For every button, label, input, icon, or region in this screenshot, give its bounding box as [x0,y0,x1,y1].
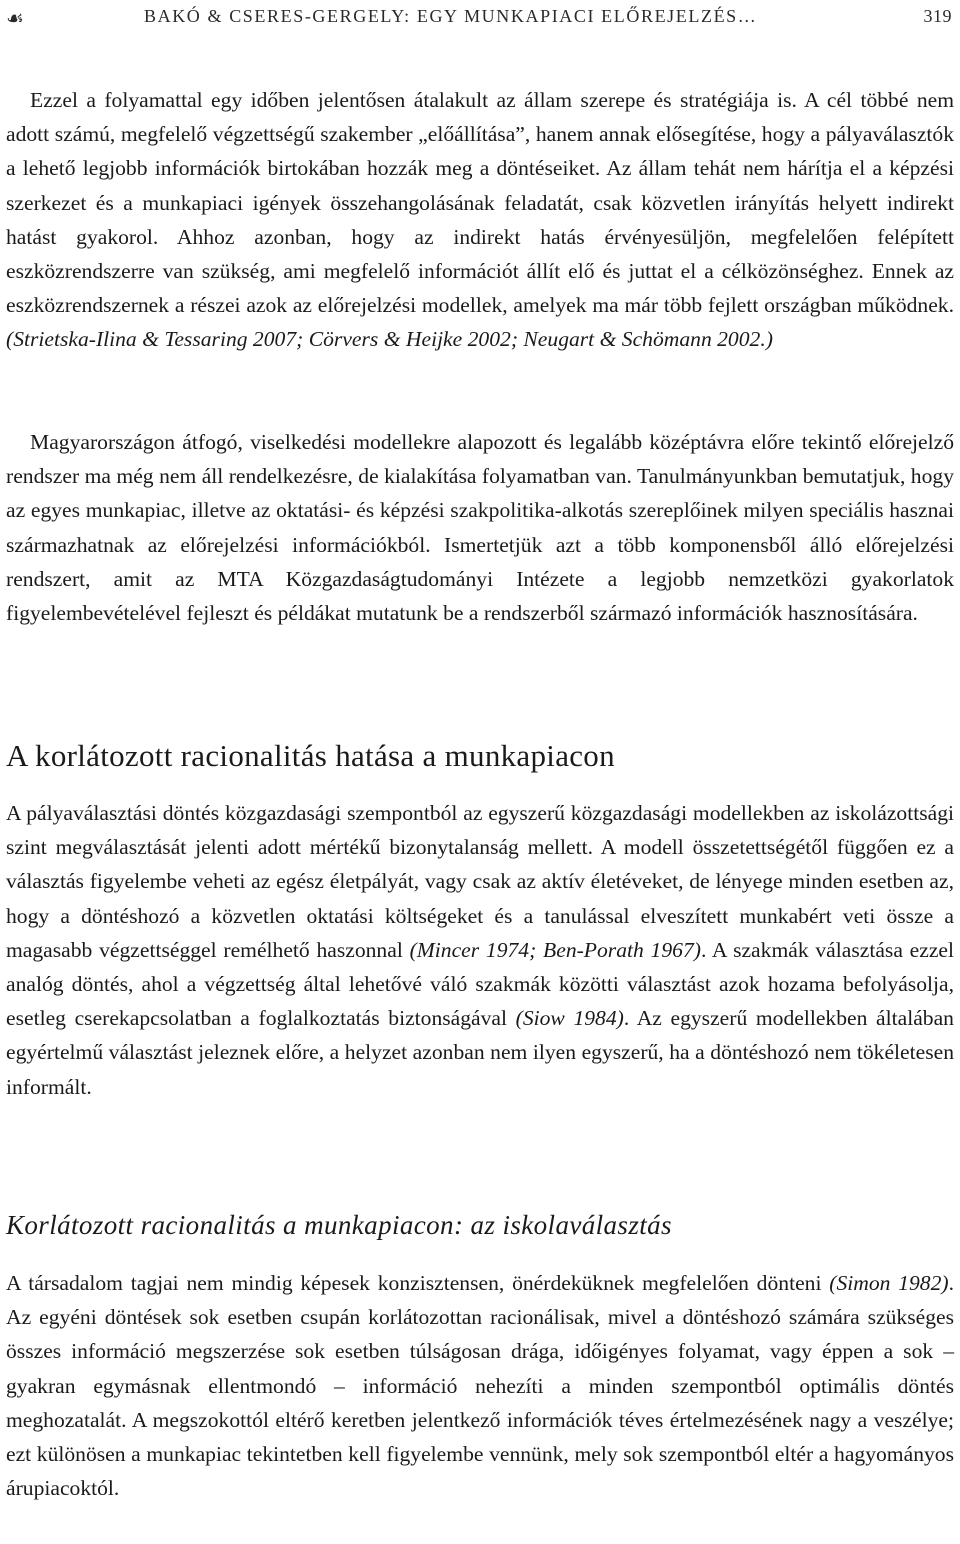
page-number: 319 [923,6,952,26]
intro-paragraph-2 [6,425,954,630]
section-citation-a: (Mincer 1974; Ben-Porath 1967) [409,937,701,962]
document-page [6,0,954,1544]
fleuron-ornament-icon: ☙ [6,8,24,30]
intro-paragraph-2-text: Magyarországon átfogó, viselkedési modellekre alapozott és legalább középtávra előre tekintő előrejelző rendszer ma még nem áll rendelkezésre, de kialakítása folyamatban van. Tanulmányunkban bemutatjuk, hogy az egyes munkapiac, illetve az oktatási- és képzési szakpolitika-alkotás szereplőinek milyen speciális hasznai származhatnak az előrejelzési információkból. Ismertetjük azt a több komponensből álló előrejelzési rendszert, amit az MTA Közgazdaságtudományi Intézete a legjobb nemzetközi gyakorlatok figyelembevételével fejleszt és példákat mutatunk be a rendszerből származó információk hasznosítására. [6,430,954,626]
section-text-a: A pályaválasztási döntés közgazdasági szempontból az egyszerű közgazdasági modellekben az iskolázottsági szint megválasztását jelenti adott mértékű bizonytalanság mellett. A modell összetettségétől függően ez a választás figyelembe veheti az egész életpályát, vagy csak az aktív életéveket, de lényege minden esetben az, hogy a döntéshozó a közvetlen oktatási költségeket és a tanulással elveszített munkabért veti össze a magasabb végzettséggel remélhető haszonnal [6,801,954,962]
section-text-c: . Az egyszerű modellekben általában egyértelmű választást jeleznek előre, a helyzet azonban nem ilyen egyszerű, ha a döntéshozó nem tökéletesen informált. [6,1006,954,1099]
subsection-heading: Korlátozott racionalitás a munkapiacon: az iskolaválasztás [6,1210,672,1240]
intro-paragraph-1 [6,83,954,357]
subsection-text-a: A társadalom tagjai nem mindig képesek konzisztensen, önérdeküknek megfelelően dönteni [6,1271,830,1295]
intro-citation: (Strietska-Ilina & Tessaring 2007; Cörvers & Heijke 2002; Neugart & Schömann 2002.) [6,327,773,352]
running-head [6,2,954,34]
subsection-citation: (Simon 1982) [829,1271,949,1295]
subsection-paragraph [6,1266,954,1505]
subsection-text-b: . Az egyéni döntések sok esetben csupán korlátozottan racionálisak, mivel a döntéshozó számára szükséges összes információ megszerzése sok esetben túlságosan drága, időigényes folyamat, vagy éppen a sok – gyakran egymásnak ellentmondó – információ nehezíti a minden szempontból optimális döntés meghozatalát. A megszokottól eltérő keretben jelentkező információk téves értelmezésének nagy a veszélye; ezt különösen a munkapiac tekintetben kell figyelembe vennünk, mely sok szempontból eltér a hagyományos árupiacoktól. [6,1271,955,1501]
running-head-title: BAKÓ & CSERES-GERGELY: EGY MUNKAPIACI ELŐREJELZÉS… [144,6,758,26]
section-text-b: . A szakmák választása ezzel analóg döntés, ahol a végzettség által lehetővé váló szakmák közötti választást azok hozama befolyásolja, esetleg cserekapcsolatban a foglalkoztatás biztonságával [6,937,955,1031]
section-heading: A korlátozott racionalitás hatása a munkapiacon [6,738,615,773]
section-citation-b: (Siow 1984) [515,1006,624,1031]
intro-paragraph-1-text: Ezzel a folyamattal egy időben jelentősen átalakult az állam szerepe és stratégiája is. A cél többé nem adott számú, megfelelő végzettségű szakember „előállítása”, hanem annak elősegítése, hogy a pályaválasztók a lehető legjobb információk birtokában hozzák meg a döntéseiket. Az állam tehát nem hárítja el a képzési szerkezet és a munkapiaci igények összehangolásának feladatát, csak közvetlen irányítás helyett indirekt hatást gyakorol. Ahhoz azonban, hogy az indirekt hatás érvényesüljön, megfelelően felépített eszközrendszerre van szükség, ami megfelelő információt állít elő és juttat el a célközönséghez. Ennek az eszközrendszernek a részei azok az előrejelzési modellek, amelyek ma már több fejlett országban működnek. [6,88,954,318]
section-paragraph [6,796,954,1104]
